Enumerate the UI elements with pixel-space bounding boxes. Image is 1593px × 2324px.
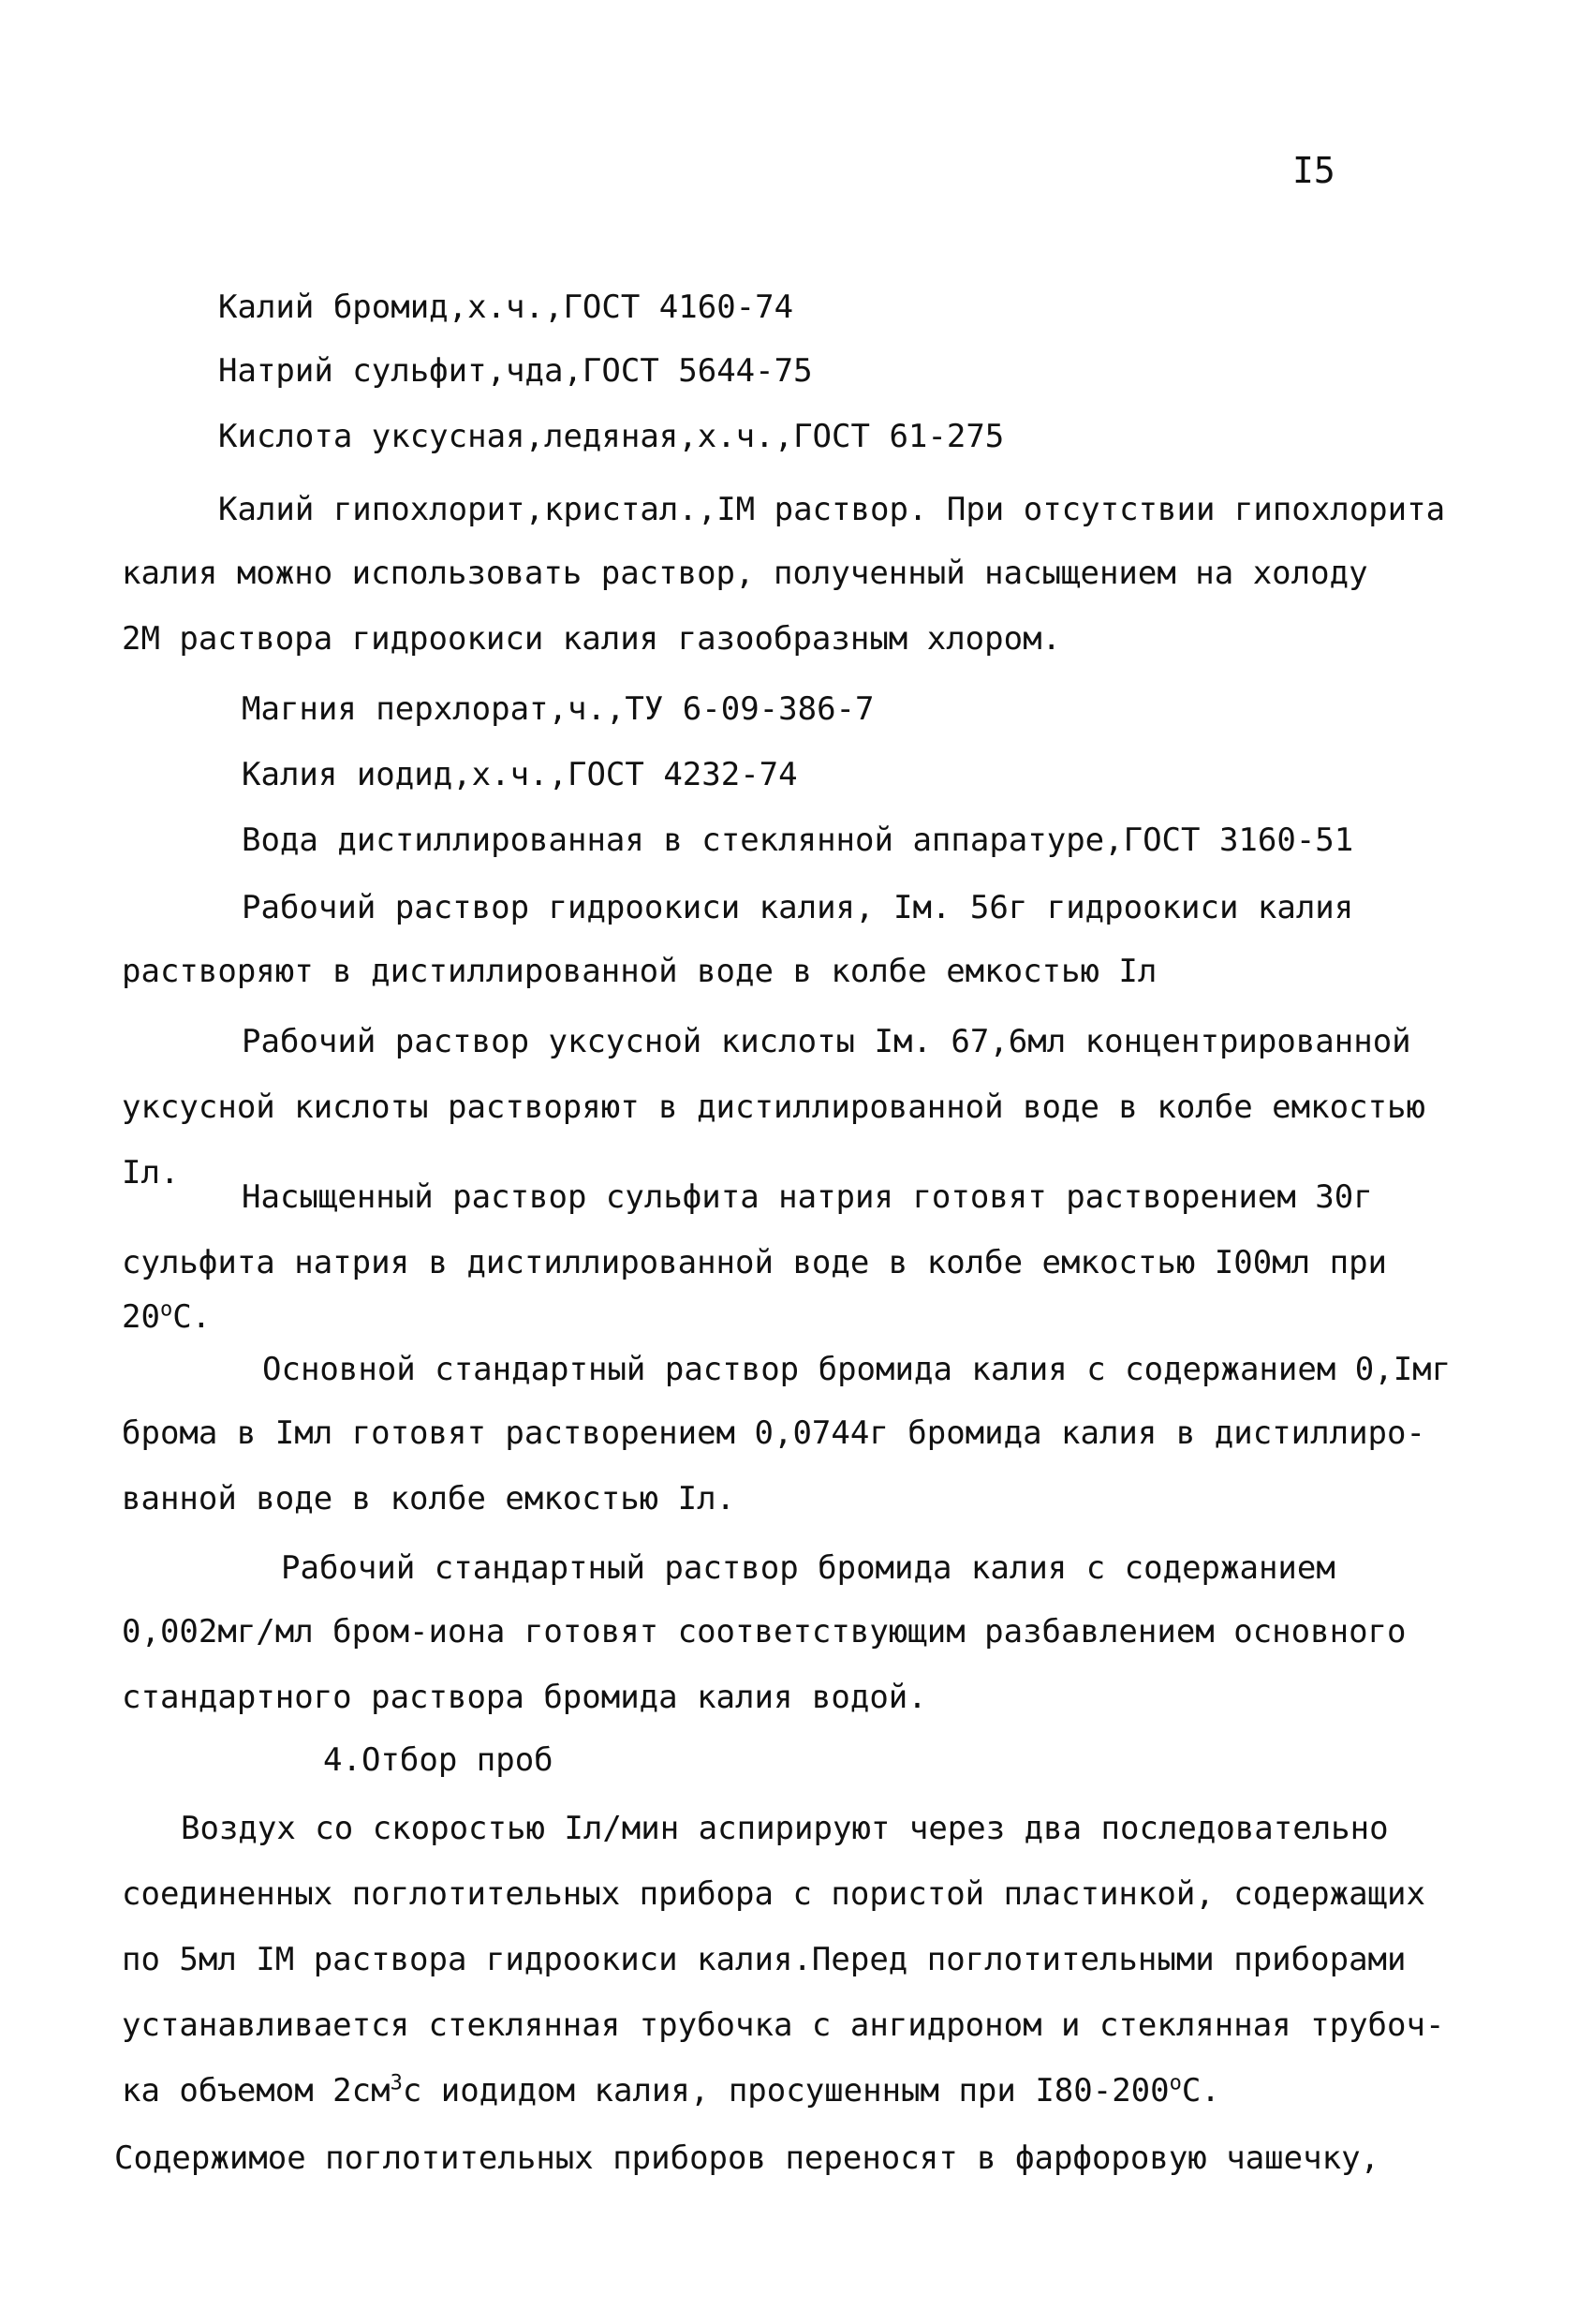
page-number: I5: [1292, 150, 1335, 191]
koh-solution-line-2: растворяют в дистиллированной воде в колбе емкостью Iл: [122, 953, 1158, 990]
sampling-line-3: по 5мл IM раствора гидроокиси калия.Перед поглотительными приборами: [122, 1941, 1407, 1978]
sampling-line-5: [122, 2070, 1220, 2111]
cubic-superscript: 3: [390, 2071, 403, 2095]
degree-sign-2: o: [1169, 2071, 1182, 2095]
sampling-line-6: Содержимое поглотительных приборов переносят в фарфоровую чашечку,: [114, 2139, 1380, 2177]
reagent-potassium-iodide: Калия иодид,х.ч.,ГОСТ 4232-74: [242, 756, 798, 793]
sampling-line-5-part-a: ка объемом 2см: [122, 2072, 391, 2109]
acetic-solution-line-3: Iл.: [122, 1154, 180, 1192]
reagent-acetic-acid: Кислота уксусная,ледяная,х.ч.,ГОСТ 61-275: [218, 418, 1005, 455]
sampling-line-5-part-c: С.: [1181, 2072, 1220, 2109]
celsius-label: С.: [172, 1298, 212, 1336]
reagent-potassium-bromide: Калий бромид,х.ч.,ГОСТ 4160-74: [218, 289, 794, 326]
hypochlorite-line-2: калия можно использовать раствор, полученный насыщением на холоду: [122, 555, 1368, 592]
degree-sign: o: [159, 1297, 173, 1322]
acetic-solution-line-2: уксусной кислоты растворяют в дистиллированной воде в колбе емкостью: [122, 1088, 1425, 1126]
temperature-value: 20: [122, 1298, 160, 1336]
working-standard-line-3: стандартного раствора бромида калия водой.: [122, 1679, 927, 1716]
sulfite-solution-line-3: [122, 1296, 211, 1338]
reagent-magnesium-perchlorate: Магния перхлорат,ч.,ТУ 6-09-386-7: [242, 690, 875, 728]
reagent-distilled-water: Вода дистиллированная в стеклянной аппаратуре,ГОСТ 3160-51: [242, 822, 1354, 859]
sampling-line-5-part-b: с иодидом калия, просушенным при I80-200: [402, 2072, 1170, 2109]
hypochlorite-line-3: 2M раствора гидроокиси калия газообразным хлором.: [122, 620, 1062, 658]
koh-solution-line-1: Рабочий раствор гидроокиси калия, Iм. 56г гидроокиси калия: [242, 889, 1354, 926]
sulfite-solution-line-2: сульфита натрия в дистиллированной воде в колбе емкостью I00мл при: [122, 1244, 1388, 1281]
sulfite-solution-line-1: Насыщенный раствор сульфита натрия готовят растворением 30г: [242, 1178, 1373, 1216]
working-standard-line-1: Рабочий стандартный раствор бромида калия с содержанием: [281, 1549, 1335, 1587]
hypochlorite-line-1: Калий гипохлорит,кристал.,IM раствор. При отсутствии гипохлорита: [218, 491, 1446, 528]
working-standard-line-2: 0,002мг/мл бром-иона готовят соответствующим разбавлением основного: [122, 1613, 1407, 1650]
main-standard-line-2: брома в Iмл готовят растворением 0,0744г бромида калия в дистиллиро-: [122, 1414, 1425, 1452]
section-heading-sampling: 4.Отбор проб: [323, 1741, 553, 1779]
reagent-sodium-sulfite: Натрий сульфит,чда,ГОСТ 5644-75: [218, 352, 813, 390]
acetic-solution-line-1: Рабочий раствор уксусной кислоты Iм. 67,6мл концентрированной: [242, 1023, 1411, 1060]
main-standard-line-1: Основной стандартный раствор бромида калия с содержанием 0,Iмг: [262, 1351, 1452, 1388]
main-standard-line-3: ванной воде в колбе емкостью Iл.: [122, 1480, 736, 1517]
sampling-line-2: соединенных поглотительных прибора с пористой пластинкой, содержащих: [122, 1875, 1425, 1913]
sampling-line-1: Воздух со скоростью Iл/мин аспирируют через два последовательно: [181, 1810, 1389, 1847]
sampling-line-4: устанавливается стеклянная трубочка с ангидроном и стеклянная трубоч-: [122, 2006, 1445, 2044]
